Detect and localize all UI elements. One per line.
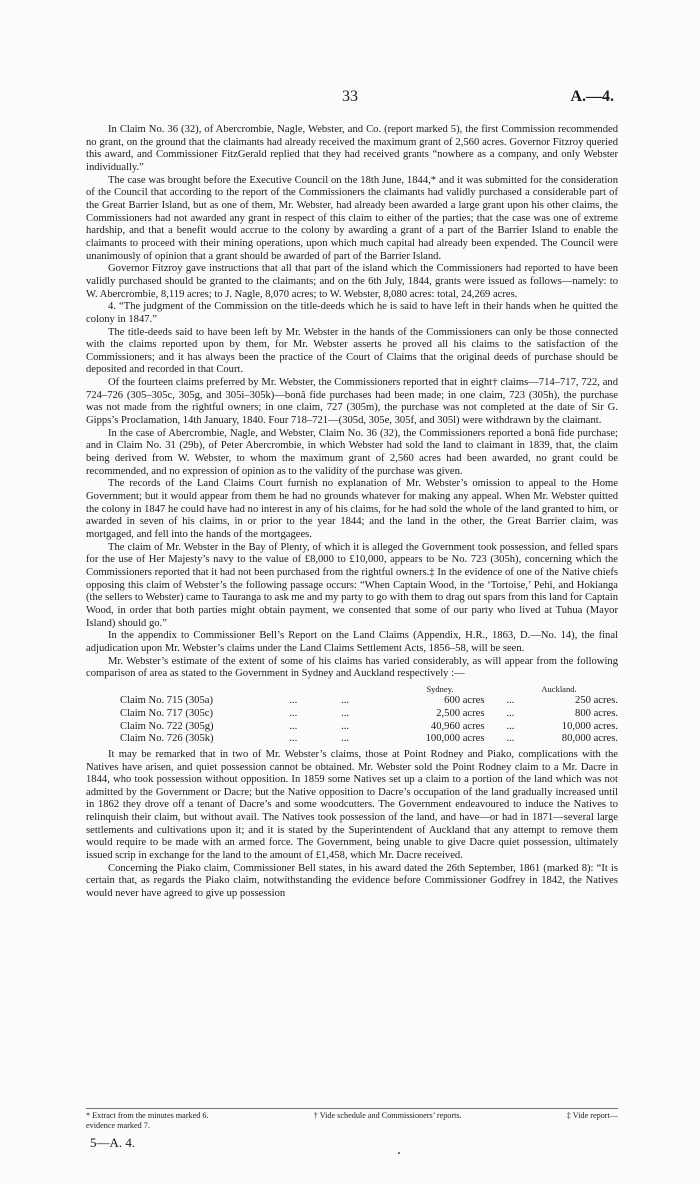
paragraph: In Claim No. 36 (32), of Abercrombie, Nagle, Webster, and Co. (report marked 5), the first Commission recommended no grant, on the ground that the claimants had already received the maximum grant of 2,560 acres. Governor Fitzroy queried this award, and Commissioner FitzGerald replied that they had received grants “nowhere as a company, and only Webster individually.” <box>86 124 618 173</box>
dot-leader: ... <box>289 733 298 745</box>
document-reference: A.—4. <box>570 88 614 105</box>
dot-leader: ... <box>289 695 298 707</box>
auckland-cell: 250 acres. <box>575 695 618 707</box>
paragraph: In the appendix to Commissioner Bell’s Report on the Land Claims (Appendix, H.R., 1863, D.—No. 14), the final adjudication upon Mr. Webster’s claims under the Land Claims Settlement Acts, 1856–58, will be seen. <box>86 630 618 654</box>
footnote-minutes: * Extract from the minutes marked 6. <box>86 1111 209 1120</box>
document-body <box>86 124 618 901</box>
sydney-cell: 40,960 acres <box>430 720 485 732</box>
sydney-cell: 600 acres <box>444 695 485 707</box>
dot-leader: ... <box>289 708 298 720</box>
auckland-cell: 10,000 acres. <box>561 720 618 732</box>
paragraph: Governor Fitzroy gave instructions that all that part of the island which the Commissioners had reported to have been validly purchased should be granted to the claimants; and on the 6th July, 1844, grants were issued as follows—namely: to W. Abercrombie, 8,119 acres; to J. Nagle, 8,070 acres; to W. Webster, 8,080 acres: total, 24,269 acres. <box>86 263 618 300</box>
column-header-auckland: Auckland. <box>541 683 577 694</box>
dot-leader: ... <box>506 708 515 720</box>
footnote-schedule: † Vide schedule and Commissioners’ reports. <box>313 1111 462 1120</box>
page-number: 33 <box>342 88 358 105</box>
auckland-cell: 800 acres. <box>575 708 618 720</box>
footnotes <box>86 1108 618 1131</box>
footnote-report: ‡ Vide report— <box>566 1111 618 1120</box>
table-header-row <box>86 683 618 696</box>
table-row <box>86 708 618 721</box>
dot-leader: ... <box>506 733 515 745</box>
paragraph: Mr. Webster’s estimate of the extent of some of his claims has varied considerably, as will appear from the following comparison of area as stated to the Government in Sydney and Auckland respectively :— <box>86 655 618 680</box>
dot-leader: ... <box>506 695 515 707</box>
dot-leader: ... <box>341 695 350 707</box>
paragraph: It may be remarked that in two of Mr. Webster’s claims, those at Point Rodney and Piako, complications with the Natives have arisen, and quiet possession cannot be obtained. Mr. Webster sold the Point Rodney claim to a Mr. Dacre in 1844, who took possession without opposition. In 1859 some Natives set up a claim to a portion of the land which was not admitted by the Government or Dacre; but the Native opposition to Dacre’s occupation of the land gradually increased until in 1862 they drove off a tenant of Dacre’s and some woodcutters. The Government endeavoured to induce the Natives to relinquish their claim, but without avail. The Natives took possession of the land, and have—or had in 1871—several large settlements and cultivations upon it; and it is stated by the Superintendent of Auckland that any attempt to remove them would require to be made with an armed force. The Government, being unable to give Dacre quiet possession, ultimately issued scrip in exchange for the land to the amount of £1,458, which Mr. Dacre received. <box>86 748 618 862</box>
paragraph: In the case of Abercrombie, Nagle, and Webster, Claim No. 36 (32), the Commissioners reported a bonâ fide purchase; and in Claim No. 31 (29b), of Peter Abercrombie, in which Webster had sold the land to claimant in 1839, that, the claim being derived from W. Webster, to whom the maximum grant of 2,560 acres had been awarded, no grant could be recommended, and no expression of opinion as to the validity of the purchase was given. <box>86 427 618 477</box>
dot-leader: ... <box>341 733 350 745</box>
acreage-comparison-table <box>86 683 618 746</box>
column-header-sydney: Sydney. <box>426 683 454 694</box>
dot-leader: ... <box>341 708 350 720</box>
paragraph: 4. “The judgment of the Commission on the title-deeds which he is said to have left in their hands when he quitted the colony in 1847.” <box>86 301 618 325</box>
paragraph: The claim of Mr. Webster in the Bay of Plenty, of which it is alleged the Government took possession, and felled spars for the use of Her Majesty’s navy to the value of £8,000 to £10,000, appears to be No. 723 (305h), concerning which the Commissioners reported that it had not been purchased from the rightful owners.‡ In the evidence of one of the Native chiefs opposing this claim of Webster’s the following passage occurs: “When Captain Wood, in the ‘Tortoise,’ Pehi, and Hokianga (the sellers to Webster) came to Tauranga to ask me and my party to go with them to drag out spars from this land for Captain Wood, in order that both parties might obtain payment, we consented that some of our party who lived at Tuhua (Mayor Island) should go.” <box>86 541 618 629</box>
claim-cell: Claim No. 715 (305a) <box>120 695 213 707</box>
claim-cell: Claim No. 717 (305c) <box>120 708 213 720</box>
table-row <box>86 695 618 708</box>
paragraph: Concerning the Piako claim, Commissioner Bell states, in his award dated the 26th September, 1861 (marked 8): “It is certain that, as regards the Piako claim, notwithstanding the evidence before Commissioner Godfrey in 1842, the Natives would never have agreed to give up possession <box>86 862 618 900</box>
footnote-continuation: evidence marked 7. <box>86 1121 150 1130</box>
sydney-cell: 100,000 acres <box>425 733 485 745</box>
claim-cell: Claim No. 726 (305k) <box>120 733 214 745</box>
sydney-cell: 2,500 acres <box>436 708 485 720</box>
page-speck <box>398 1152 400 1154</box>
dot-leader: ... <box>289 720 298 732</box>
auckland-cell: 80,000 acres. <box>561 733 618 745</box>
paragraph: The case was brought before the Executive Council on the 18th June, 1844,* and it was submitted for the consideration of the Council that according to the report of the Commissioners the claimants had validly purchased a considerable part of the Great Barrier Island, but as one of them, Mr. Webster, had already been awarded a large grant upon his other claims, the Commissioners had not awarded any grant in respect of this claim to either of the parties; that the case was one of extreme hardship, and that a benefit would accrue to the colony by awarding a grant of a part of the Barrier Island to enable the claimants to proceed with their mining operations, upon which much capital had already been expended. The Council were unanimously of opinion that a grant should be awarded of part of the Barrier Island. <box>86 174 618 262</box>
dot-leader: ... <box>341 720 350 732</box>
claim-cell: Claim No. 722 (305g) <box>120 720 214 732</box>
footnote-row <box>86 1111 618 1121</box>
table-row <box>86 721 618 734</box>
paragraph: The records of the Land Claims Court furnish no explanation of Mr. Webster’s omission to appeal to the Home Government; but it would appear from them he had no grounds whatever for making any appeal. When Mr. Webster quitted the colony in 1847 he could have had no interest in any of his claims, for he had sold the whole of the land granted to him, or awarded in seven of his claims, in or prior to the year 1844; and the land in the other, the Great Barrier claim, was mortgaged, and fell into the hands of the mortgagees. <box>86 478 618 540</box>
table-row <box>86 733 618 746</box>
paragraph: The title-deeds said to have been left by Mr. Webster in the hands of the Commissioners can only be those connected with the claims reported upon by them, for Mr. Webster asserts he proved all his claims to the satisfaction of the Commissioners; and it has always been the practice of the Court of Claims that the original deeds of purchase should be deposited and recorded in that Court. <box>86 326 618 376</box>
printer-signature: 5—A. 4. <box>90 1135 136 1150</box>
dot-leader: ... <box>506 720 515 732</box>
paragraph: Of the fourteen claims preferred by Mr. Webster, the Commissioners reported that in eight† claims—714–717, 722, and 724–726 (305–305c, 305g, and 305i–305k)—bonâ fide purchases had been made; in one claim, 723 (305h), the purchase was not made from the rightful owners; in one claim, 727 (305m), the purchase was not completed at the date of Sir G. Gipps’s Proclamation, 14th January, 1840. Four 718–721—(305d, 305e, 305f, and 305l) were withdrawn by the claimant. <box>86 377 618 427</box>
